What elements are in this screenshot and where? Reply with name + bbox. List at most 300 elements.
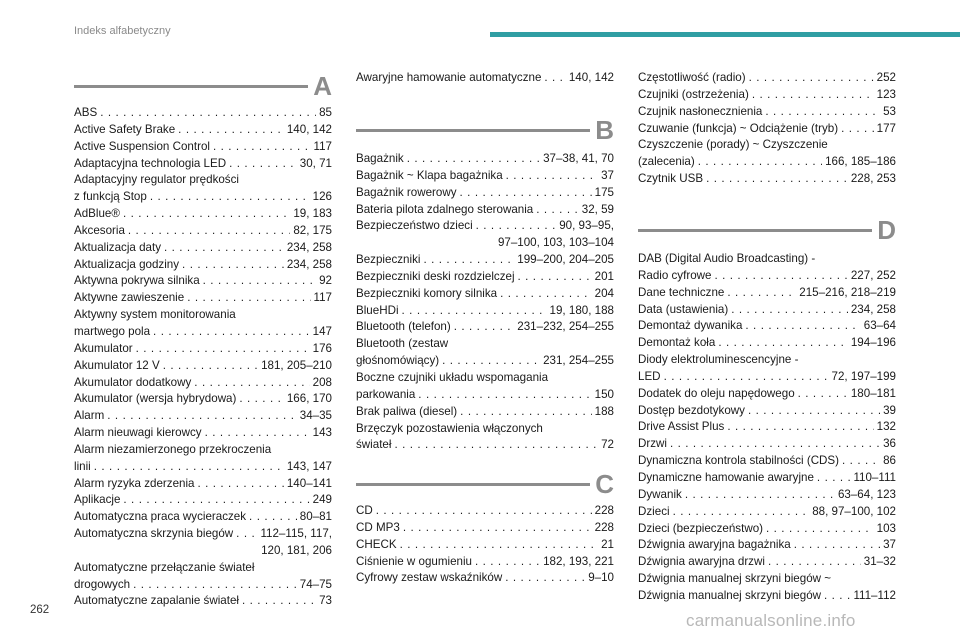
dot-leader <box>187 290 310 307</box>
entry-term: świateł <box>356 438 392 452</box>
index-entry <box>356 286 614 303</box>
entry-term: AdBlue® <box>74 207 120 221</box>
entry-pages: 176 <box>312 341 332 355</box>
entry-row <box>356 185 614 202</box>
dot-leader <box>403 520 592 537</box>
entry-row <box>74 476 332 493</box>
entry-row <box>74 526 332 543</box>
index-entry <box>356 269 614 286</box>
entry-term: Bagażnik <box>356 152 404 165</box>
entry-row <box>74 240 332 257</box>
entry-row <box>356 570 614 587</box>
index-entry <box>74 560 332 594</box>
dot-leader <box>182 257 284 274</box>
entry-row <box>356 286 614 303</box>
index-entry <box>638 285 896 302</box>
index-entry <box>638 487 896 504</box>
entry-row <box>74 105 332 122</box>
index-entry <box>638 121 896 138</box>
entry-row <box>74 375 332 392</box>
index-entry <box>638 521 896 538</box>
section-letter: B <box>595 115 614 145</box>
entry-row <box>638 521 896 538</box>
index-entry <box>74 593 332 610</box>
index-entry <box>638 419 896 436</box>
entry-pages: 166, 185–186 <box>825 155 896 169</box>
entry-pages: 181, 205–210 <box>261 358 332 372</box>
dot-leader <box>664 369 829 386</box>
index-section-d <box>638 214 896 605</box>
entry-row <box>74 425 332 442</box>
entry-pages: 175 <box>594 185 614 199</box>
entry-pages: 111–112 <box>853 588 896 602</box>
dot-leader <box>476 218 557 235</box>
entry-term: Drive Assist Plus <box>638 420 725 434</box>
entry-row <box>638 369 896 386</box>
entry-pages: 110–111 <box>853 470 896 484</box>
entry-row <box>74 577 332 594</box>
entry-pages: 143 <box>312 426 332 440</box>
dot-leader <box>673 504 810 521</box>
dot-leader <box>178 122 284 139</box>
entry-row <box>74 324 332 341</box>
entry-pages: 74–75 <box>299 577 332 591</box>
entry-term: Czujniki (ostrzeżenia) <box>638 87 749 101</box>
entry-term: Czytnik USB <box>638 172 704 186</box>
entry-term: Aktualizacja daty <box>74 240 161 254</box>
entry-pages: 199–200, 204–205 <box>517 253 614 267</box>
index-entry <box>356 537 614 554</box>
entry-row <box>74 509 332 526</box>
entry-row <box>638 171 896 188</box>
entry-term: Dodatek do oleju napędowego <box>638 386 795 400</box>
entry-pages: 53 <box>883 104 896 118</box>
index-entry <box>356 319 614 336</box>
section-header <box>356 114 614 148</box>
dot-leader <box>229 156 297 173</box>
entry-term: Cyfrowy zestaw wskaźników <box>356 571 503 585</box>
entry-pages: 82, 175 <box>293 223 332 237</box>
index-entry <box>74 206 332 223</box>
entry-row <box>638 419 896 436</box>
entry-row <box>638 487 896 504</box>
entry-text-line: Adaptacyjny regulator prędkości <box>74 173 239 187</box>
entry-text-line: Czyszczenie (porady) ~ Czyszczenie <box>638 138 828 152</box>
index-entry <box>638 554 896 571</box>
entry-term: Drzwi <box>638 437 667 451</box>
dot-leader <box>213 139 311 156</box>
entry-pages: 227, 252 <box>850 268 896 282</box>
index-section-c <box>356 468 614 587</box>
index-entry <box>74 240 332 257</box>
entry-row <box>356 554 614 571</box>
dot-leader <box>418 387 591 404</box>
index-entry <box>356 370 614 404</box>
entry-term: Dzieci (bezpieczeństwo) <box>638 521 764 535</box>
entry-term: Data (ustawienia) <box>638 302 729 316</box>
entry-pages: 231, 254–255 <box>543 354 614 368</box>
dot-leader <box>506 168 598 185</box>
dot-leader <box>94 459 284 476</box>
index-entry <box>356 336 614 370</box>
dot-leader <box>698 154 822 171</box>
entry-row <box>74 206 332 223</box>
entry-term: (zalecenia) <box>638 155 695 169</box>
entry-term: Bezpieczniki <box>356 253 421 267</box>
dot-leader <box>536 202 579 219</box>
entry-term: Aktualizacja godziny <box>74 257 180 271</box>
section-divider <box>356 129 590 132</box>
entry-term: CHECK <box>356 537 397 551</box>
entry-row <box>638 154 896 171</box>
entry-pages: 234, 258 <box>850 302 896 316</box>
dot-leader <box>727 285 796 302</box>
entry-term: Ciśnienie w ogumieniu <box>356 554 472 568</box>
dot-leader <box>454 319 515 336</box>
entry-row <box>74 358 332 375</box>
entry-pages: 204 <box>594 286 614 300</box>
entry-pages: 85 <box>319 106 332 119</box>
entry-row <box>356 404 614 421</box>
entry-pages: 182, 193, 221 <box>543 554 614 568</box>
entry-term: Dzieci <box>638 504 670 518</box>
index-entry <box>74 375 332 392</box>
index-entry <box>74 425 332 442</box>
section-divider <box>74 85 308 88</box>
entry-row <box>74 341 332 358</box>
entry-pages: 180–181 <box>850 386 896 400</box>
entry-term: Dostęp bezdotykowy <box>638 403 745 417</box>
entry-term: CD <box>356 504 373 517</box>
dot-leader <box>731 302 848 319</box>
dot-leader <box>685 487 835 504</box>
section-divider <box>638 229 872 232</box>
entry-text-line: Alarm niezamierzonego przekroczenia <box>74 442 272 456</box>
section-letter: C <box>595 469 614 499</box>
entry-pages: 140, 142 <box>568 71 614 84</box>
entry-term: głośnomówiący) <box>356 354 440 368</box>
dot-leader <box>249 509 297 526</box>
dot-leader <box>752 87 874 104</box>
dot-leader <box>544 70 565 87</box>
index-entry <box>638 537 896 554</box>
entry-term: Dźwignia awaryjna bagażnika <box>638 538 791 552</box>
dot-leader <box>423 252 514 269</box>
dot-leader <box>768 554 861 571</box>
entry-row <box>356 303 614 320</box>
entry-pages: 37–38, 41, 70 <box>543 152 614 165</box>
dot-leader <box>798 386 848 403</box>
entry-term: ABS <box>74 106 98 119</box>
dot-leader <box>163 358 258 375</box>
entry-term: Dywanik <box>638 487 682 501</box>
entry-pages-continued: 120, 181, 206 <box>261 543 332 557</box>
entry-text-line: Brzęczyk pozostawienia włączonych <box>356 421 543 435</box>
index-section-a <box>74 70 332 610</box>
entry-row <box>356 437 614 454</box>
entry-pages: 177 <box>876 121 896 135</box>
dot-leader <box>442 353 540 370</box>
entry-pages: 36 <box>883 437 896 451</box>
index-entry <box>638 403 896 420</box>
section-header <box>74 70 332 104</box>
entry-row <box>356 353 614 370</box>
entry-term: CD MP3 <box>356 520 400 534</box>
index-entry <box>638 352 896 386</box>
index-entry <box>638 70 896 87</box>
entry-pages: 234, 258 <box>286 240 332 254</box>
entry-pages: 31–32 <box>863 555 896 569</box>
index-entry <box>74 358 332 375</box>
entry-term: Automatyczna praca wycieraczek <box>74 510 247 524</box>
entry-pages: 123 <box>876 87 896 101</box>
entry-term: Akumulator 12 V <box>74 358 160 372</box>
index-entry <box>74 105 332 122</box>
entry-term: Dźwignia manualnej skrzyni biegów <box>638 588 822 602</box>
entry-pages: 147 <box>312 324 332 338</box>
index-entry <box>356 151 614 168</box>
dot-leader <box>460 185 592 202</box>
entry-row <box>356 319 614 336</box>
entry-row <box>356 520 614 537</box>
entry-term: BlueHDi <box>356 303 399 317</box>
index-entry <box>638 87 896 104</box>
dot-leader <box>107 408 296 425</box>
entry-pages: 228 <box>594 504 614 517</box>
entry-term: Bezpieczeństwo dzieci <box>356 219 473 233</box>
entry-row <box>74 459 332 476</box>
entry-row <box>638 87 896 104</box>
dot-leader <box>194 375 309 392</box>
page-header-title: Indeks alfabetyczny <box>74 25 171 37</box>
entry-pages: 19, 183 <box>293 207 332 221</box>
index-entry <box>74 391 332 408</box>
entry-term: Active Suspension Control <box>74 139 210 153</box>
index-entry <box>638 453 896 470</box>
index-entry <box>638 318 896 335</box>
entry-term: Bagażnik ~ Klapa bagażnika <box>356 168 503 182</box>
entry-term: Bezpieczniki deski rozdzielczej <box>356 269 515 283</box>
entry-row <box>638 302 896 319</box>
index-section-a-continued <box>356 70 614 87</box>
index-entry <box>356 202 614 219</box>
entry-term: Dźwignia awaryjna drzwi <box>638 555 765 569</box>
index-entry <box>356 70 614 87</box>
page-number: 262 <box>30 604 50 616</box>
index-entry <box>638 251 896 285</box>
dot-leader <box>150 189 310 206</box>
entry-term: LED <box>638 369 661 383</box>
index-entry <box>638 137 896 171</box>
index-entry <box>74 408 332 425</box>
entry-term: Active Safety Brake <box>74 122 176 136</box>
index-entry <box>74 223 332 240</box>
entry-pages: 63–64, 123 <box>837 487 896 501</box>
index-entry <box>74 172 332 206</box>
dot-leader <box>400 537 599 554</box>
entry-term: Alarm ryzyka zderzenia <box>74 476 195 490</box>
entry-pages: 86 <box>883 454 896 468</box>
entry-pages: 228 <box>594 520 614 534</box>
index-entry <box>356 570 614 587</box>
entry-row <box>638 386 896 403</box>
section-divider <box>356 483 590 486</box>
entry-text-line: Aktywny system monitorowania <box>74 308 236 322</box>
index-entry <box>638 504 896 521</box>
entry-row <box>638 104 896 121</box>
entry-row <box>356 218 614 235</box>
index-section-b <box>356 114 614 454</box>
entry-term: Akumulator dodatkowy <box>74 375 192 389</box>
index-entry <box>638 104 896 121</box>
dot-leader <box>203 273 316 290</box>
index-entry <box>356 218 614 252</box>
dot-leader <box>394 437 598 454</box>
entry-row <box>638 70 896 87</box>
index-entry <box>74 307 332 341</box>
entry-pages: 228, 253 <box>850 172 896 186</box>
entry-row <box>638 588 896 605</box>
entry-pages: 234, 258 <box>286 257 332 271</box>
dot-leader <box>236 526 257 543</box>
entry-pages: 37 <box>883 538 896 552</box>
entry-pages: 150 <box>594 387 614 401</box>
entry-pages: 72 <box>601 438 614 452</box>
index-entry <box>356 503 614 520</box>
entry-pages: 143, 147 <box>286 459 332 473</box>
entry-row <box>356 503 614 520</box>
entry-pages: 166, 170 <box>286 392 332 406</box>
entry-term: Aplikacje <box>74 493 121 507</box>
entry-term: Automatyczna skrzynia biegów <box>74 527 234 541</box>
index-entry <box>356 554 614 571</box>
entry-pages: 201 <box>594 269 614 283</box>
index-entry <box>356 421 614 455</box>
entry-pages: 132 <box>876 420 896 434</box>
entry-pages: 103 <box>876 521 896 535</box>
entry-row <box>638 121 896 138</box>
entry-text-line: Boczne czujniki układu wspomagania <box>356 370 549 384</box>
entry-row <box>638 537 896 554</box>
index-entry <box>74 509 332 526</box>
index-entry <box>74 257 332 274</box>
dot-leader <box>205 425 310 442</box>
dot-leader <box>460 404 591 421</box>
index-entry <box>74 290 332 307</box>
entry-row <box>74 391 332 408</box>
entry-pages: 215–216, 218–219 <box>799 285 896 299</box>
dot-leader <box>133 577 297 594</box>
index-entry <box>74 122 332 139</box>
entry-term: Czujnik nasłonecznienia <box>638 104 763 118</box>
dot-leader <box>136 341 310 358</box>
entry-row <box>638 403 896 420</box>
entry-term: Akcesoria <box>74 223 125 237</box>
section-header <box>638 214 896 248</box>
section-header <box>356 468 614 502</box>
dot-leader <box>500 286 592 303</box>
entry-term: parkowania <box>356 387 416 401</box>
entry-term: martwego pola <box>74 324 151 338</box>
entry-pages: 194–196 <box>850 336 896 350</box>
entry-term: drogowych <box>74 577 131 591</box>
entry-pages: 63–64 <box>863 319 896 333</box>
entry-pages: 92 <box>319 274 332 288</box>
entry-pages: 90, 93–95, <box>559 219 614 233</box>
index-entry <box>74 273 332 290</box>
entry-row <box>638 504 896 521</box>
dot-leader <box>128 223 290 240</box>
entry-pages: 72, 197–199 <box>831 369 896 383</box>
section-letter: A <box>313 71 332 101</box>
dot-leader <box>239 391 283 408</box>
index-entry <box>638 302 896 319</box>
index-entry <box>356 185 614 202</box>
entry-pages: 73 <box>319 594 332 608</box>
entry-pages: 21 <box>601 537 614 551</box>
entry-pages: 112–115, 117, <box>260 527 332 541</box>
section-letter: D <box>877 215 896 245</box>
index-entry <box>356 520 614 537</box>
entry-row <box>74 223 332 240</box>
entry-pages: 249 <box>312 493 332 507</box>
entry-row <box>638 335 896 352</box>
dot-leader <box>505 570 585 587</box>
index-entry <box>356 303 614 320</box>
index-entry <box>638 436 896 453</box>
entry-pages: 117 <box>313 291 332 305</box>
index-entry <box>638 470 896 487</box>
dot-leader <box>407 151 540 168</box>
index-entry <box>356 252 614 269</box>
index-entry <box>74 139 332 156</box>
dot-leader <box>706 171 848 188</box>
index-entry <box>638 171 896 188</box>
entry-term: Czuwanie (funkcja) ~ Odciążenie (tryb) <box>638 121 839 135</box>
entry-pages: 126 <box>312 190 332 204</box>
dot-leader <box>766 521 874 538</box>
entry-row <box>638 436 896 453</box>
index-entry <box>74 492 332 509</box>
entry-term: Demontaż dywanika <box>638 319 743 333</box>
entry-text-line: DAB (Digital Audio Broadcasting) - <box>638 252 816 265</box>
dot-leader <box>197 476 283 493</box>
entry-row <box>356 70 614 87</box>
watermark: carmanualsonline.info <box>686 611 856 630</box>
entry-term: Radio cyfrowe <box>638 268 712 282</box>
index-section-c-continued <box>638 70 896 188</box>
dot-leader <box>824 588 850 605</box>
entry-row <box>638 453 896 470</box>
entry-row <box>356 252 614 269</box>
entry-pages: 30, 71 <box>299 156 332 170</box>
dot-leader <box>841 121 874 138</box>
entry-term: Bluetooth (telefon) <box>356 320 451 334</box>
entry-pages: 9–10 <box>588 571 614 585</box>
entry-term: Bagażnik rowerowy <box>356 185 457 199</box>
dot-leader <box>748 403 880 420</box>
entry-row <box>638 318 896 335</box>
entry-row <box>638 285 896 302</box>
entry-row <box>74 593 332 610</box>
dot-leader <box>518 269 592 286</box>
dot-leader <box>727 419 873 436</box>
entry-row <box>356 387 614 404</box>
entry-row <box>74 492 332 509</box>
entry-pages: 231–232, 254–255 <box>517 320 614 334</box>
entry-row <box>74 122 332 139</box>
entry-term: Alarm nieuwagi kierowcy <box>74 426 202 440</box>
